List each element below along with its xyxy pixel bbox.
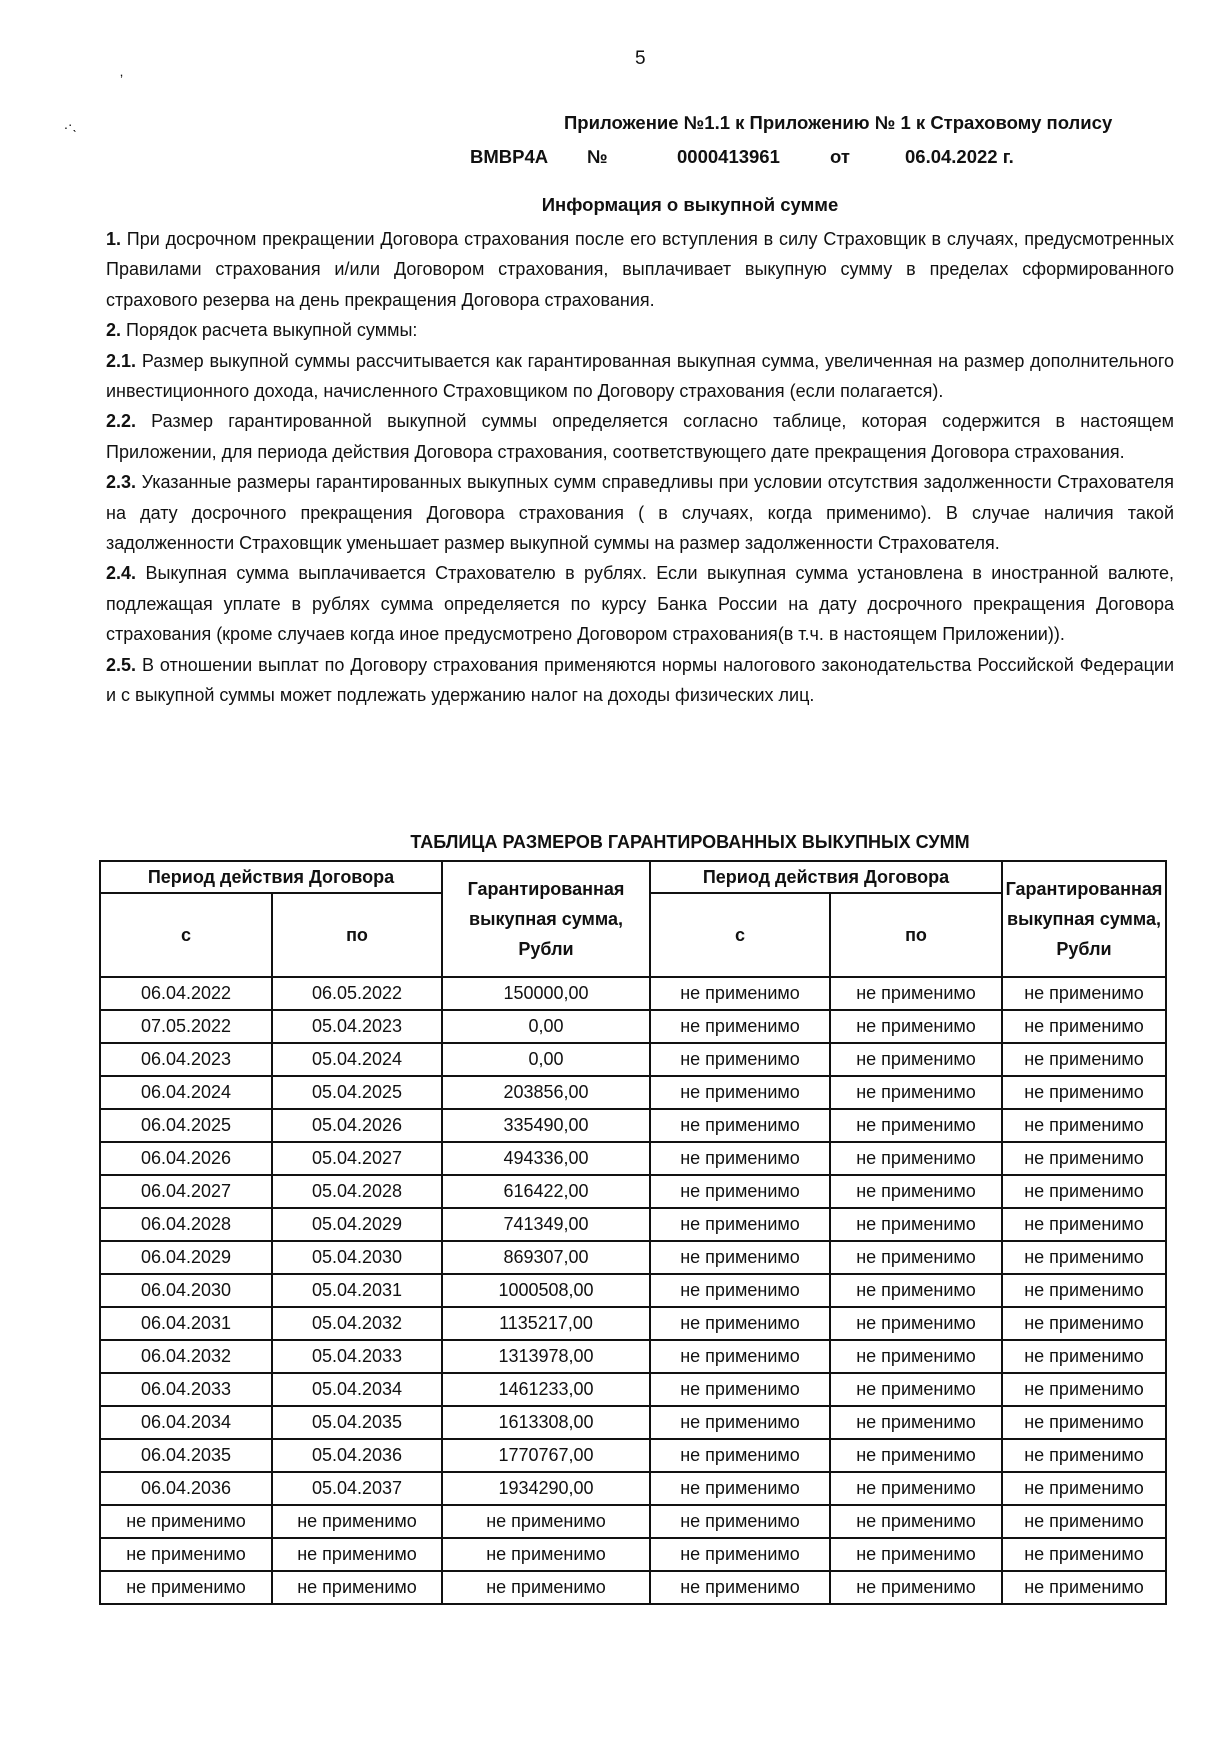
to-date-right: не применимо — [830, 1439, 1002, 1472]
paragraph-text: Размер выкупной суммы рассчитывается как гарантированная выкупная сумма, увеличенная на размер дополнительного инвестиционного дохода, начисленного Страховщиком по Договору страхования (если полагается). — [106, 350, 1174, 402]
to-date-right: не применимо — [830, 1373, 1002, 1406]
from-date-right: не применимо — [650, 977, 830, 1010]
amount-right: не применимо — [1002, 1043, 1166, 1076]
amount-left: 0,00 — [442, 1010, 650, 1043]
table-row — [100, 1505, 1166, 1538]
from-date-right: не применимо — [650, 1571, 830, 1604]
period-header-left: Период действия Договора — [100, 861, 442, 893]
paragraph-number: 1. — [106, 229, 122, 249]
amount-left: 1770767,00 — [442, 1439, 650, 1472]
paragraph-number: 2.5. — [106, 654, 137, 675]
table-row — [100, 1472, 1166, 1505]
from-header-right: с — [650, 893, 830, 977]
paragraph-text: Выкупная сумма выплачивается Страхователю в рублях. Если выкупная сумма установлена в иностранной валюте, подлежащая уплате в рублях сумма определяется по курсу Банка России на дату досрочного прекращения Договора страхования (кроме случаев когда иное предусмотрено Договором страхования(в т.ч. в настоящем Приложении)). — [106, 563, 1174, 645]
from-date-right: не применимо — [650, 1472, 830, 1505]
amount-right: не применимо — [1002, 1439, 1166, 1472]
paragraph-2-1 — [106, 346, 1174, 407]
table-row — [100, 1373, 1166, 1406]
to-date-right: не применимо — [830, 1472, 1002, 1505]
paragraph-text: При досрочном прекращении Договора страхования после его вступления в силу Страховщик в случаях, предусмотренных Правилами страхования и/или Договором страхования, выплачивает выкупную сумму в пределах сформированного страхового резерва на день прекращения Договора страхования. — [106, 229, 1174, 310]
amount-header-right: Гарантированная выкупная сумма, Рубли — [1002, 861, 1166, 977]
to-date-right: не применимо — [830, 1307, 1002, 1340]
amount-right: не применимо — [1002, 1175, 1166, 1208]
to-date-left: 05.04.2025 — [272, 1076, 442, 1109]
from-date-left: 06.04.2034 — [100, 1406, 272, 1439]
amount-left: 869307,00 — [442, 1241, 650, 1274]
to-date-right: не применимо — [830, 1076, 1002, 1109]
amount-left: 203856,00 — [442, 1076, 650, 1109]
to-date-right: не применимо — [830, 1208, 1002, 1241]
table-row — [100, 1109, 1166, 1142]
table-row — [100, 1340, 1166, 1373]
paragraph-text: Указанные размеры гарантированных выкупных сумм справедливы при условии отсутствия задолженности Страхователя на дату досрочного прекращения Договора страхования ( в случаях, когда применимо). В случае наличия такой задолженности Страховщик уменьшает размер выкупной суммы на размер задолженности Страхователя. — [106, 472, 1174, 554]
from-date-left: 06.04.2031 — [100, 1307, 272, 1340]
date-prefix: от — [830, 146, 850, 167]
paragraph-text: Размер гарантированной выкупной суммы определяется согласно таблице, которая содержится в настоящем Приложении, для периода действия Договора страхования, соответствующего дате прекращения Договора страхования. — [106, 411, 1174, 462]
document-body — [106, 224, 1174, 711]
from-date-left: 06.04.2025 — [100, 1109, 272, 1142]
from-date-left: 06.04.2035 — [100, 1439, 272, 1472]
to-date-left: 05.04.2026 — [272, 1109, 442, 1142]
amount-right: не применимо — [1002, 1010, 1166, 1043]
from-date-right: не применимо — [650, 1406, 830, 1439]
amount-left: 1613308,00 — [442, 1406, 650, 1439]
amount-right: не применимо — [1002, 1142, 1166, 1175]
table-row — [100, 1439, 1166, 1472]
amount-left: не применимо — [442, 1571, 650, 1604]
policy-series: ВМВР4А — [470, 146, 549, 167]
to-date-left: 05.04.2030 — [272, 1241, 442, 1274]
to-date-left: 05.04.2035 — [272, 1406, 442, 1439]
to-date-right: не применимо — [830, 1175, 1002, 1208]
from-date-left: 06.04.2022 — [100, 977, 272, 1010]
from-date-left: 06.04.2028 — [100, 1208, 272, 1241]
from-date-left: не применимо — [100, 1505, 272, 1538]
to-date-right: не применимо — [830, 977, 1002, 1010]
to-date-left: 05.04.2028 — [272, 1175, 442, 1208]
from-date-left: не применимо — [100, 1538, 272, 1571]
amount-left: 1461233,00 — [442, 1373, 650, 1406]
surrender-value-table — [99, 860, 1167, 1605]
policy-date: 06.04.2022 г. — [905, 146, 1014, 167]
from-date-right: не применимо — [650, 1439, 830, 1472]
paragraph-2-3 — [106, 467, 1174, 558]
amount-left: 1313978,00 — [442, 1340, 650, 1373]
from-date-left: 06.04.2024 — [100, 1076, 272, 1109]
amount-left: 1135217,00 — [442, 1307, 650, 1340]
to-date-left: 05.04.2037 — [272, 1472, 442, 1505]
paragraph-text: В отношении выплат по Договору страхования применяются нормы налогового законодательства Российской Федерации и с выкупной суммы может подлежать удержанию налог на доходы физических лиц. — [106, 654, 1174, 706]
table-title: ТАБЛИЦА РАЗМЕРОВ ГАРАНТИРОВАННЫХ ВЫКУПНЫХ СУММ — [410, 832, 970, 852]
from-date-right: не применимо — [650, 1208, 830, 1241]
from-date-left: 06.04.2033 — [100, 1373, 272, 1406]
from-date-left: 06.04.2032 — [100, 1340, 272, 1373]
to-date-right: не применимо — [830, 1043, 1002, 1076]
from-date-left: 06.04.2029 — [100, 1241, 272, 1274]
amount-right: не применимо — [1002, 1340, 1166, 1373]
paragraph-text: Порядок расчета выкупной суммы: — [121, 320, 418, 341]
amount-left: 1000508,00 — [442, 1274, 650, 1307]
period-header-right: Период действия Договора — [650, 861, 1002, 893]
amount-right: не применимо — [1002, 1571, 1166, 1604]
paragraph-2 — [106, 315, 1174, 345]
from-date-left: 06.04.2027 — [100, 1175, 272, 1208]
paragraph-2-4 — [106, 558, 1174, 649]
to-date-right: не применимо — [830, 1571, 1002, 1604]
from-date-left: 06.04.2030 — [100, 1274, 272, 1307]
to-date-right: не применимо — [830, 1505, 1002, 1538]
from-date-left: не применимо — [100, 1571, 272, 1604]
amount-left: 1934290,00 — [442, 1472, 650, 1505]
from-date-right: не применимо — [650, 1109, 830, 1142]
from-date-right: не применимо — [650, 1274, 830, 1307]
table-row — [100, 1142, 1166, 1175]
appendix-title: Приложение №1.1 к Приложению № 1 к Страховому полису — [564, 112, 1113, 133]
to-date-left: 05.04.2033 — [272, 1340, 442, 1373]
table-row — [100, 1076, 1166, 1109]
amount-right: не применимо — [1002, 1373, 1166, 1406]
to-date-left: не применимо — [272, 1571, 442, 1604]
amount-right: не применимо — [1002, 977, 1166, 1010]
table-row — [100, 1307, 1166, 1340]
paragraph-number: 2.1. — [106, 350, 137, 371]
table-row — [100, 1208, 1166, 1241]
amount-right: не применимо — [1002, 1505, 1166, 1538]
to-date-left: 05.04.2036 — [272, 1439, 442, 1472]
from-date-right: не применимо — [650, 1307, 830, 1340]
amount-left: 616422,00 — [442, 1175, 650, 1208]
to-date-right: не применимо — [830, 1538, 1002, 1571]
to-date-left: 05.04.2023 — [272, 1010, 442, 1043]
to-date-right: не применимо — [830, 1241, 1002, 1274]
amount-left: 0,00 — [442, 1043, 650, 1076]
amount-right: не применимо — [1002, 1109, 1166, 1142]
from-date-right: не применимо — [650, 1043, 830, 1076]
amount-left: не применимо — [442, 1538, 650, 1571]
table-row — [100, 1043, 1166, 1076]
to-date-right: не применимо — [830, 1406, 1002, 1439]
amount-right: не применимо — [1002, 1538, 1166, 1571]
table-row — [100, 977, 1166, 1010]
paragraph-number: 2.4. — [106, 563, 137, 584]
table-row — [100, 1406, 1166, 1439]
from-date-right: не применимо — [650, 1538, 830, 1571]
from-date-right: не применимо — [650, 1505, 830, 1538]
table-row — [100, 1274, 1166, 1307]
to-date-left: не применимо — [272, 1505, 442, 1538]
amount-header-left: Гарантированная выкупная сумма, Рубли — [442, 861, 650, 977]
section-title: Информация о выкупной сумме — [541, 194, 839, 215]
from-date-left: 07.05.2022 — [100, 1010, 272, 1043]
from-date-right: не применимо — [650, 1373, 830, 1406]
to-date-left: 06.05.2022 — [272, 977, 442, 1010]
from-date-left: 06.04.2023 — [100, 1043, 272, 1076]
amount-left: 150000,00 — [442, 977, 650, 1010]
from-date-left: 06.04.2026 — [100, 1142, 272, 1175]
from-date-right: не применимо — [650, 1076, 830, 1109]
to-date-left: не применимо — [272, 1538, 442, 1571]
paragraph-number: 2. — [106, 320, 122, 341]
from-date-right: не применимо — [650, 1241, 830, 1274]
to-date-left: 05.04.2034 — [272, 1373, 442, 1406]
paragraph-number: 2.3. — [106, 472, 137, 493]
to-date-right: не применимо — [830, 1340, 1002, 1373]
table-row — [100, 1538, 1166, 1571]
from-date-right: не применимо — [650, 1340, 830, 1373]
paragraph-1 — [106, 224, 1174, 315]
from-date-right: не применимо — [650, 1175, 830, 1208]
table-row — [100, 1571, 1166, 1604]
amount-left: 494336,00 — [442, 1142, 650, 1175]
amount-left: 335490,00 — [442, 1109, 650, 1142]
amount-right: не применимо — [1002, 1406, 1166, 1439]
amount-right: не применимо — [1002, 1208, 1166, 1241]
to-date-left: 05.04.2027 — [272, 1142, 442, 1175]
paragraph-2-5 — [106, 650, 1174, 711]
page-number: 5 — [635, 48, 646, 69]
to-date-left: 05.04.2024 — [272, 1043, 442, 1076]
amount-right: не применимо — [1002, 1274, 1166, 1307]
to-date-right: не применимо — [830, 1010, 1002, 1043]
amount-left: 741349,00 — [442, 1208, 650, 1241]
amount-right: не применимо — [1002, 1241, 1166, 1274]
amount-right: не применимо — [1002, 1076, 1166, 1109]
to-date-left: 05.04.2029 — [272, 1208, 442, 1241]
from-date-left: 06.04.2036 — [100, 1472, 272, 1505]
table-row — [100, 1241, 1166, 1274]
table-row — [100, 1175, 1166, 1208]
scan-artifact: ʼ — [120, 72, 124, 88]
from-date-right: не применимо — [650, 1142, 830, 1175]
to-date-right: не применимо — [830, 1142, 1002, 1175]
to-date-left: 05.04.2031 — [272, 1274, 442, 1307]
table-row — [100, 1010, 1166, 1043]
policy-number: 0000413961 — [677, 146, 780, 167]
amount-right: не применимо — [1002, 1472, 1166, 1505]
to-header-left: по — [272, 893, 442, 977]
to-date-right: не применимо — [830, 1274, 1002, 1307]
paragraph-number: 2.2. — [106, 411, 137, 432]
from-header-left: с — [100, 893, 272, 977]
number-sign: № — [587, 146, 608, 167]
amount-right: не применимо — [1002, 1307, 1166, 1340]
to-date-left: 05.04.2032 — [272, 1307, 442, 1340]
from-date-right: не применимо — [650, 1010, 830, 1043]
scan-artifact: .·ˎ — [64, 116, 78, 132]
to-date-right: не применимо — [830, 1109, 1002, 1142]
amount-left: не применимо — [442, 1505, 650, 1538]
paragraph-2-2 — [106, 406, 1174, 467]
to-header-right: по — [830, 893, 1002, 977]
